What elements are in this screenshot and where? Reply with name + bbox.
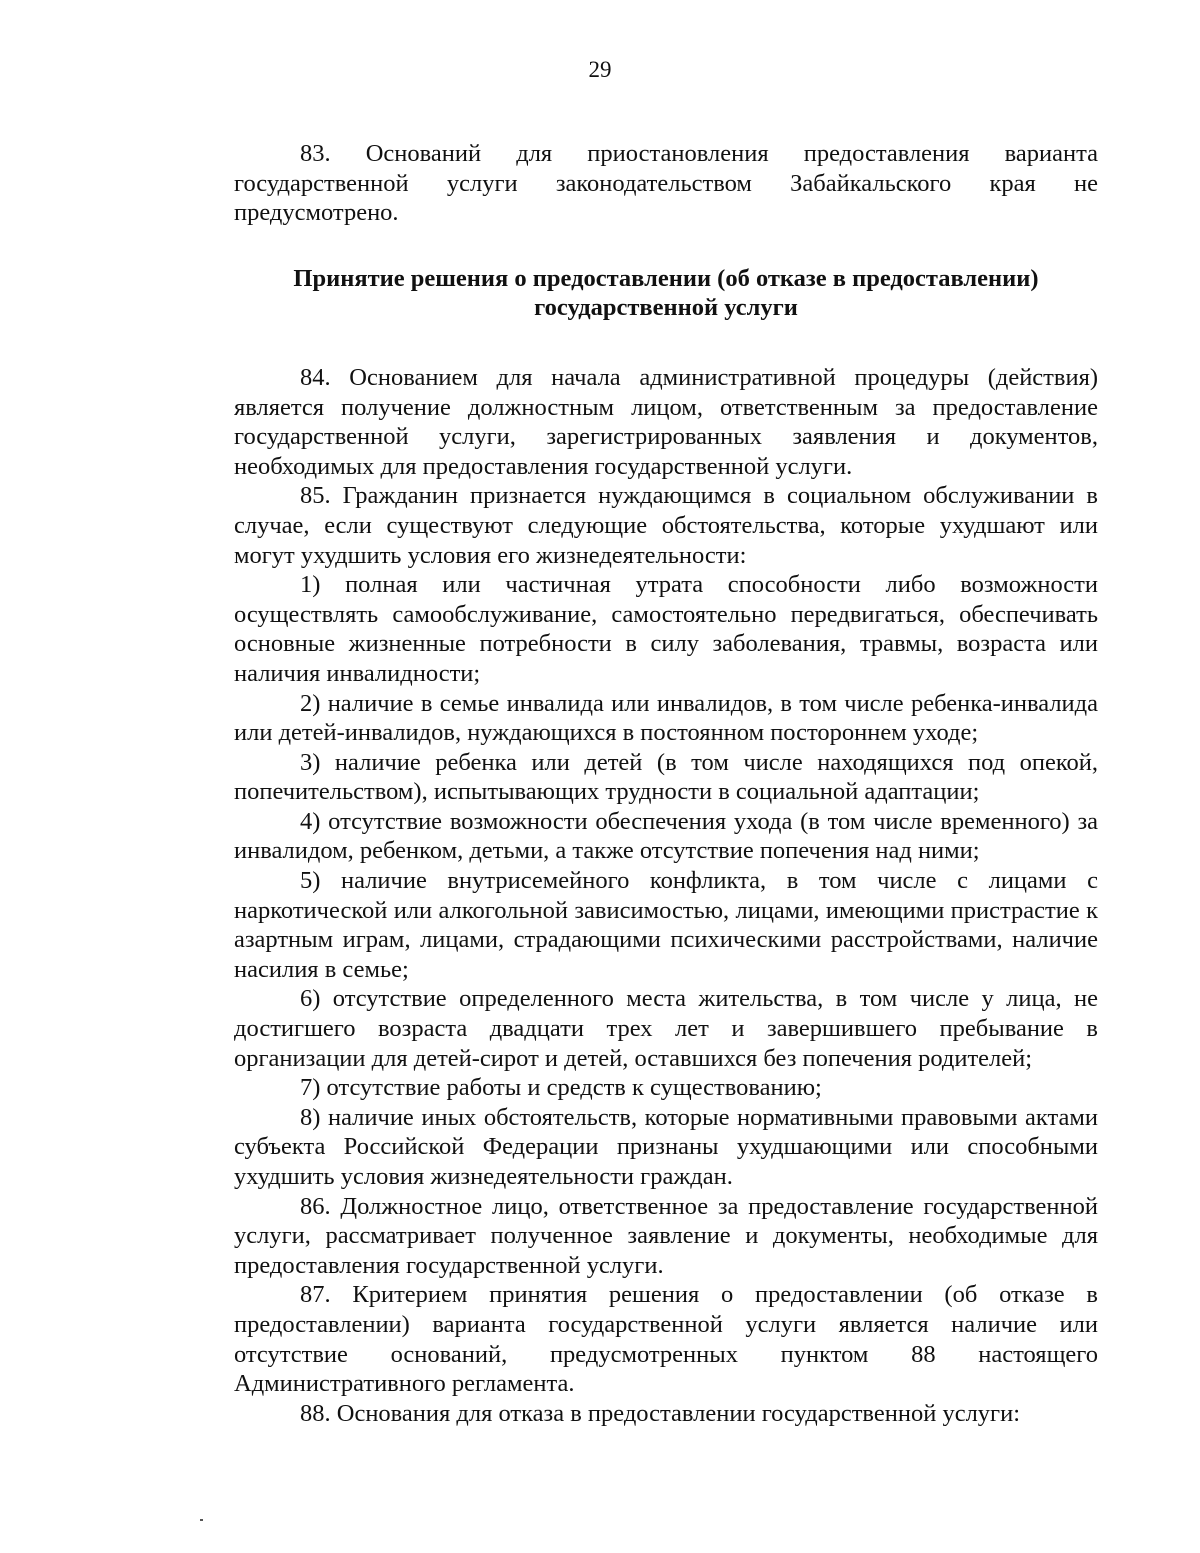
document-body: [234, 139, 1098, 1428]
list-item-7: 7) отсутствие работы и средств к существованию;: [300, 1074, 822, 1102]
list-item-5: 5) наличие внутрисемейного конфликта, в том числе с лицами с наркотической или алкогольной зависимостью, лицами, имеющими пристрастие к азартным играм, лицами, страдающими психическими расстройствами, наличие насилия в семье;: [234, 867, 1098, 983]
list-item-3: 3) наличие ребенка или детей (в том числе находящихся под опекой, попечительством), испытывающих трудности в социальной адаптации;: [234, 748, 1098, 806]
section-heading-line-1: Принятие решения о предоставлении (об отказе в предоставлении): [293, 264, 1039, 292]
list-item-4: 4) отсутствие возможности обеспечения ухода (в том числе временного) за инвалидом, ребенком, детьми, а также отсутствие попечения над ними;: [234, 807, 1098, 865]
paragraph-87: 87. Критерием принятия решения о предоставлении (об отказе в предоставлении) варианта государственной услуги является наличие или отсутствие оснований, предусмотренных пунктом 88 настоящего Административного регламента.: [234, 1281, 1098, 1398]
page-number: 29: [588, 57, 612, 82]
list-item-2: 2) наличие в семье инвалида или инвалидов, в том числе ребенка-инвалида или детей-инвалидов, нуждающихся в постоянном постороннем уходе;: [234, 689, 1098, 747]
paragraph-84: 84. Основанием для начала административной процедуры (действия) является получение должностным лицом, ответственным за предоставление государственной услуги, зарегистрированных заявления и документов, необходимых для предоставления государственной услуги.: [234, 363, 1098, 480]
section-heading: [234, 264, 1098, 323]
list-item-1: 1) полная или частичная утрата способности либо возможности осуществлять самообслуживание, самостоятельно передвигаться, обеспечивать основные жизненные потребности в силу заболевания, травмы, возраста или наличия инвалидности;: [234, 571, 1098, 687]
paragraph-83: 83. Оснований для приостановления предоставления варианта государственной услуги законодательством Забайкальского края не предусмотрено.: [234, 140, 1098, 227]
section-heading-line-2: государственной услуги: [534, 294, 798, 322]
paragraph-88: 88. Основания для отказа в предоставлении государственной услуги:: [300, 1399, 1021, 1427]
list-item-6: 6) отсутствие определенного места жительства, в том числе у лица, не достигшего возраста двадцати трех лет и завершившего пребывание в организации для детей-сирот и детей, оставшихся без попечения родителей;: [234, 985, 1098, 1072]
scan-artifact: [200, 1519, 203, 1521]
list-item-8: 8) наличие иных обстоятельств, которые нормативными правовыми актами субъекта Российской Федерации признаны ухудшающими или способными ухудшить условия жизнедеятельности граждан.: [234, 1103, 1098, 1190]
paragraph-85: 85. Гражданин признается нуждающимся в социальном обслуживании в случае, если существуют следующие обстоятельства, которые ухудшают или могут ухудшить условия его жизнедеятельности:: [234, 482, 1098, 569]
paragraph-86: 86. Должностное лицо, ответственное за предоставление государственной услуги, рассматривает полученное заявление и документы, необходимые для предоставления государственной услуги.: [234, 1192, 1098, 1279]
